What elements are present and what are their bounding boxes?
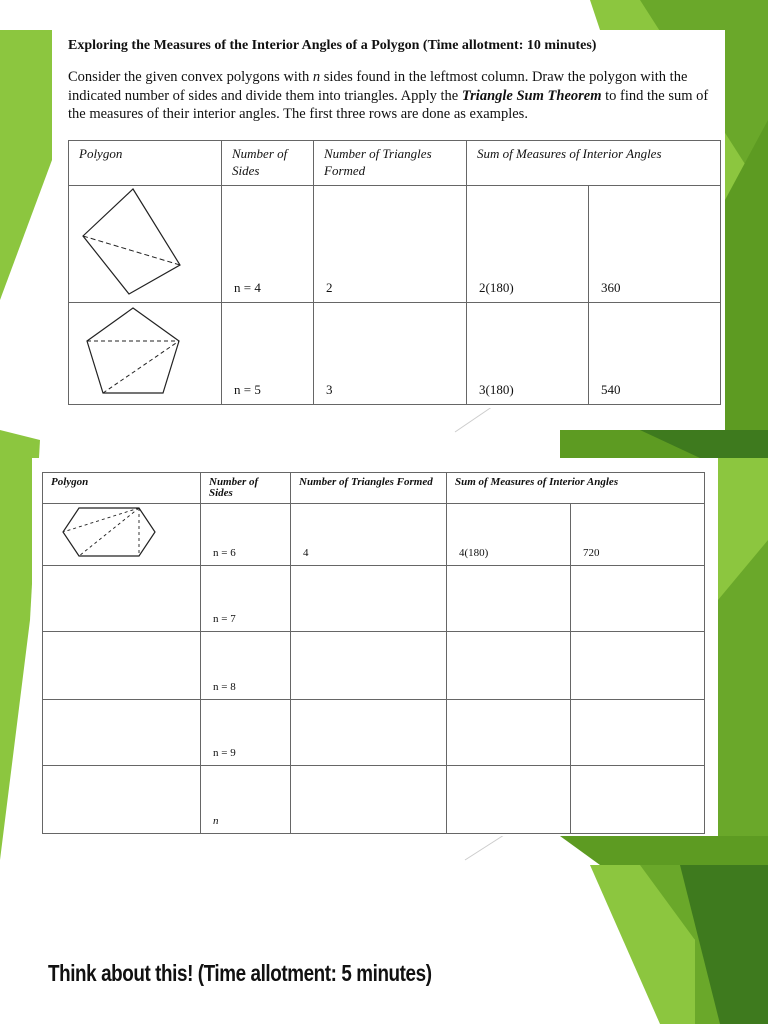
triangles-answer-cell[interactable] xyxy=(291,632,447,700)
sum-value: 540 xyxy=(601,382,621,397)
header-polygon: Polygon xyxy=(43,473,201,504)
triangles-answer-cell[interactable] xyxy=(291,766,447,834)
table-row xyxy=(43,566,705,632)
sum-answer-cell[interactable] xyxy=(571,566,705,632)
triangles-value: 3 xyxy=(326,382,333,397)
sides-value: n = 7 xyxy=(213,613,236,625)
polygon-cell[interactable] xyxy=(43,766,201,834)
sides-value: n = 9 xyxy=(213,747,236,759)
polygon-cell[interactable] xyxy=(43,566,201,632)
header-sum-of-angles: Sum of Measures of Interior Angles xyxy=(447,473,705,504)
table-row xyxy=(43,700,705,766)
sum-answer-cell[interactable] xyxy=(571,700,705,766)
think-about-this-heading: Think about this! (Time allotment: 5 minutes) xyxy=(48,960,432,986)
product-value: 3(180) xyxy=(479,382,514,397)
worksheet-panel-top xyxy=(52,30,725,408)
worksheet-panel-bottom xyxy=(32,458,718,836)
triangles-answer-cell[interactable] xyxy=(291,566,447,632)
sides-value: n = 5 xyxy=(234,382,261,397)
triangles-answer-cell[interactable] xyxy=(291,700,447,766)
product-answer-cell[interactable] xyxy=(447,766,571,834)
pentagon-figure xyxy=(69,303,222,405)
sides-value: n = 8 xyxy=(213,681,236,693)
quadrilateral-figure xyxy=(69,186,222,303)
polygon-cell xyxy=(69,303,222,405)
header-number-of-sides: Number of Sides xyxy=(201,473,291,504)
header-number-of-sides: Number of Sides xyxy=(222,141,314,186)
triangles-value: 4 xyxy=(303,547,309,559)
product-value: 4(180) xyxy=(459,547,489,559)
header-number-of-triangles: Number of Triangles Formed xyxy=(291,473,447,504)
triangles-value: 2 xyxy=(326,280,333,295)
header-sum-of-angles: Sum of Measures of Interior Angles xyxy=(467,141,721,186)
header-number-of-triangles: Number of Triangles Formed xyxy=(314,141,467,186)
table-row xyxy=(43,632,705,700)
sides-value: n = 4 xyxy=(234,280,261,295)
instructions-paragraph: Consider the given convex polygons with n sides found in the leftmost column. Draw the polygon with the indicated number of sides and divide them into triangles. Apply the Triangle Sum Theorem to find the sum of the measures of their interior angles. The first three rows are done as examples. xyxy=(68,69,709,122)
sum-value: 360 xyxy=(601,280,621,295)
product-answer-cell[interactable] xyxy=(447,566,571,632)
hexagon-figure xyxy=(43,504,201,566)
sum-value: 720 xyxy=(583,547,600,559)
polygon-cell[interactable] xyxy=(43,632,201,700)
header-polygon: Polygon xyxy=(69,141,222,186)
polygon-cell xyxy=(43,504,201,566)
polygon-table-bottom xyxy=(42,472,705,834)
table-row xyxy=(69,303,721,405)
table-row xyxy=(43,766,705,834)
sides-value: n xyxy=(213,815,219,827)
sum-answer-cell[interactable] xyxy=(571,632,705,700)
sides-value: n = 6 xyxy=(213,547,236,559)
worksheet-title: Exploring the Measures of the Interior Angles of a Polygon (Time allotment: 10 minutes) xyxy=(68,38,597,53)
product-value: 2(180) xyxy=(479,280,514,295)
product-answer-cell[interactable] xyxy=(447,700,571,766)
polygon-cell[interactable] xyxy=(43,700,201,766)
polygon-cell xyxy=(69,186,222,303)
sum-answer-cell[interactable] xyxy=(571,766,705,834)
table-row xyxy=(69,186,721,303)
polygon-table-top xyxy=(68,140,721,405)
table-row xyxy=(43,504,705,566)
product-answer-cell[interactable] xyxy=(447,632,571,700)
